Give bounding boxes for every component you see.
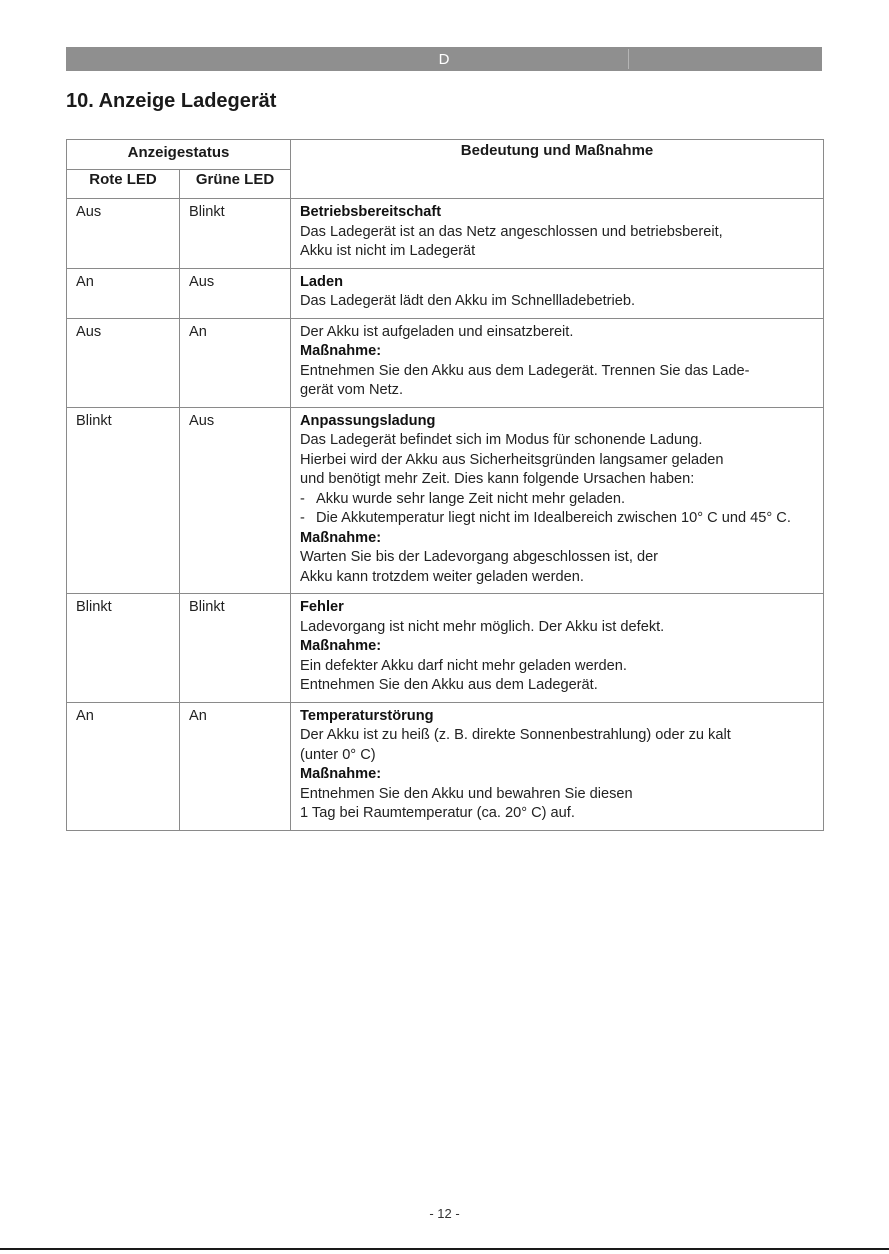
cause-item: - Die Akkutemperatur liegt nicht im Idealbereich zwischen 10° C und 45° C.: [300, 509, 814, 529]
description-line: Akku ist nicht im Ladegerät: [300, 243, 476, 259]
header-meaning: Bedeutung und Maßnahme: [291, 140, 824, 199]
description-line: Der Akku ist aufgeladen und einsatzbereit.: [300, 323, 574, 340]
green-led-state: An: [180, 702, 291, 830]
measure-label: Maßnahme:: [300, 766, 382, 782]
meaning-cell: [291, 199, 824, 269]
header-divider: [628, 49, 629, 69]
red-led-state: Blinkt: [67, 594, 180, 703]
red-led-state: Blinkt: [67, 407, 180, 594]
meaning-cell: [291, 268, 824, 318]
table-row: [67, 318, 824, 407]
meaning-cell: [291, 407, 824, 594]
meaning-cell: [291, 594, 824, 703]
header-green-led: Grüne LED: [180, 170, 291, 199]
table-row: [67, 199, 824, 269]
description-line: Entnehmen Sie den Akku und bewahren Sie diesen: [300, 785, 633, 802]
red-led-state: Aus: [67, 318, 180, 407]
table-row: [67, 268, 824, 318]
measure-label: Maßnahme:: [300, 529, 382, 546]
measure-label: Maßnahme:: [300, 343, 382, 359]
description-line: Warten Sie bis der Ladevorgang abgeschlossen ist, der: [300, 549, 659, 565]
table-row: [67, 702, 824, 830]
bottom-rule: [0, 1248, 889, 1250]
description-line: Der Akku ist zu heiß (z. B. direkte Sonnenbestrahlung) oder zu kalt: [300, 727, 731, 743]
description-line: (unter 0° C): [300, 746, 376, 763]
description-line: Akku kann trotzdem weiter geladen werden.: [300, 568, 584, 585]
status-title: Anpassungsladung: [300, 412, 436, 429]
table-row: [67, 594, 824, 703]
status-title: Laden: [300, 273, 343, 290]
description-line: Entnehmen Sie den Akku aus dem Ladegerät. Trennen Sie das Lade-: [300, 362, 750, 379]
language-header-bar: [66, 47, 822, 71]
description-line: und benötigt mehr Zeit. Dies kann folgende Ursachen haben:: [300, 471, 695, 487]
section-title: 10. Anzeige Ladegerät: [66, 90, 277, 112]
red-led-state: An: [67, 702, 180, 830]
status-title: Betriebsbereitschaft: [300, 204, 442, 220]
green-led-state: An: [180, 318, 291, 407]
header-red-led: Rote LED: [67, 170, 180, 199]
cause-list: [300, 490, 814, 529]
language-code: D: [438, 50, 450, 68]
description-line: Das Ladegerät befindet sich im Modus für schonende Ladung.: [300, 432, 703, 448]
green-led-state: Blinkt: [180, 594, 291, 703]
description-line: Ein defekter Akku darf nicht mehr geladen werden.: [300, 657, 627, 674]
header-display-status: Anzeigestatus: [67, 140, 291, 170]
green-led-state: Aus: [180, 268, 291, 318]
page-number: - 12 -: [429, 1206, 460, 1221]
description-line: 1 Tag bei Raumtemperatur (ca. 20° C) auf.: [300, 805, 575, 821]
red-led-state: An: [67, 268, 180, 318]
description-line: gerät vom Netz.: [300, 382, 404, 398]
description-line: Ladevorgang ist nicht mehr möglich. Der Akku ist defekt.: [300, 618, 665, 635]
red-led-state: Aus: [67, 199, 180, 269]
led-status-table: [66, 139, 824, 831]
meaning-cell: [291, 702, 824, 830]
meaning-cell: [291, 318, 824, 407]
description-line: Das Ladegerät ist an das Netz angeschlossen und betriebsbereit,: [300, 223, 723, 240]
green-led-state: Aus: [180, 407, 291, 594]
measure-label: Maßnahme:: [300, 638, 382, 654]
cause-item: - Akku wurde sehr lange Zeit nicht mehr geladen.: [300, 490, 814, 510]
description-line: Hierbei wird der Akku aus Sicherheitsgründen langsamer geladen: [300, 451, 724, 468]
table-row: [67, 407, 824, 594]
description-line: Das Ladegerät lädt den Akku im Schnellladebetrieb.: [300, 293, 636, 309]
green-led-state: Blinkt: [180, 199, 291, 269]
description-line: Entnehmen Sie den Akku aus dem Ladegerät.: [300, 677, 598, 693]
status-title: Temperaturstörung: [300, 707, 434, 724]
table-header-row-1: [67, 140, 824, 170]
status-title: Fehler: [300, 599, 344, 615]
